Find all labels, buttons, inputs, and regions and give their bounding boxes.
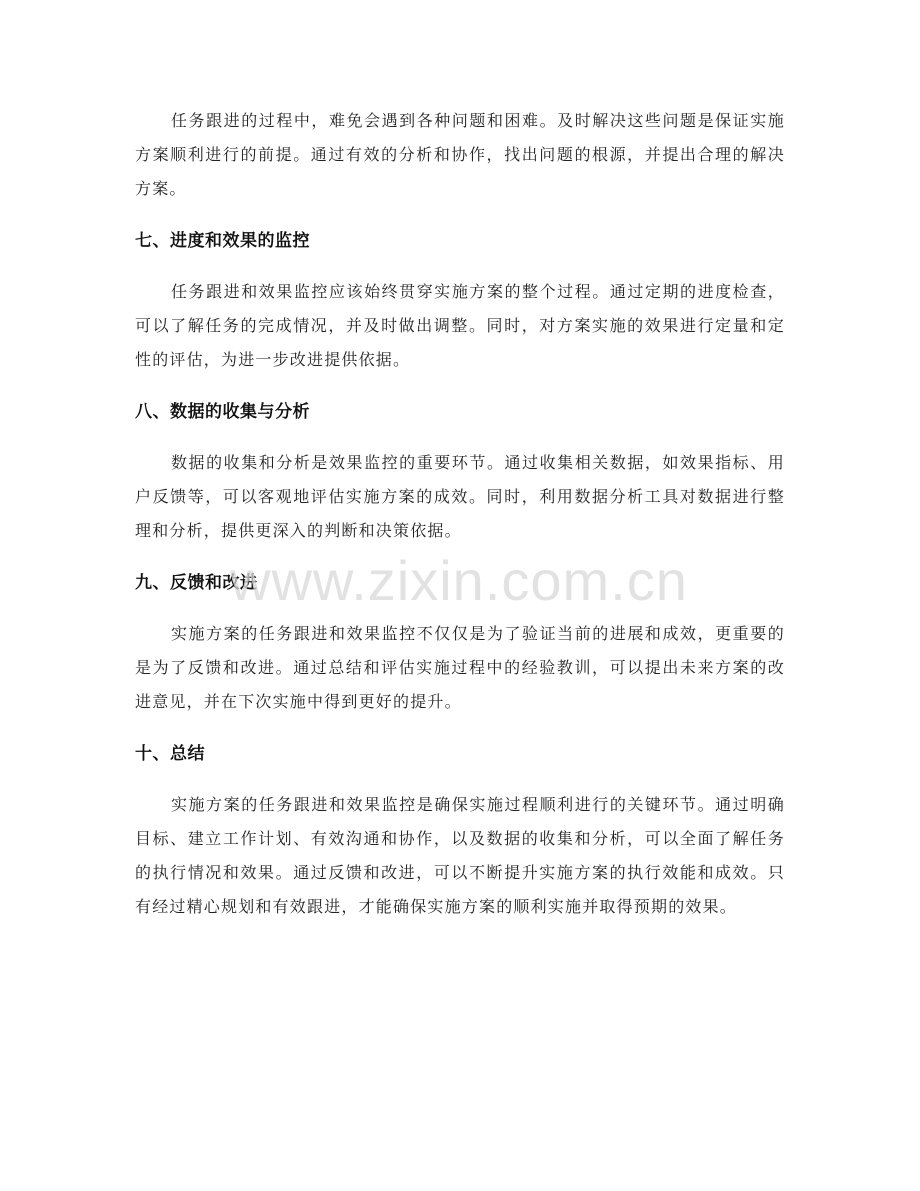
document-body [135, 104, 785, 924]
section-body-summary: 实施方案的任务跟进和效果监控是确保实施过程顺利进行的关键环节。通过明确目标、建立工作计划、有效沟通和协作，以及数据的收集和分析，可以全面了解任务的执行情况和效果。通过反馈和改进，可以不断提升实施方案的执行效能和成效。只有经过精心规划和有效跟进，才能确保实施方案的顺利实施并取得预期的效果。 [135, 795, 785, 916]
section-body-progress-monitoring: 任务跟进和效果监控应该始终贯穿实施方案的整个过程。通过定期的进度检查，可以了解任务的完成情况，并及时做出调整。同时，对方案实施的效果进行定量和定性的评估，为进一步改进提供依据。 [135, 282, 785, 369]
watermark-text: www.zixin.com.cn [230, 549, 688, 612]
section-heading-data-analysis: 八、数据的收集与分析 [135, 402, 310, 422]
section-heading-summary: 十、总结 [135, 744, 205, 764]
section-body-feedback-improvement: 实施方案的任务跟进和效果监控不仅仅是为了验证当前的进展和成效，更重要的是为了反馈和改进。通过总结和评估实施过程中的经验教训，可以提出未来方案的改进意见，并在下次实施中得到更好的提升。 [135, 624, 785, 711]
section-heading-progress-monitoring: 七、进度和效果的监控 [135, 231, 310, 251]
section-heading-feedback-improvement: 九、反馈和改进 [135, 573, 258, 593]
intro-paragraph: 任务跟进的过程中，难免会遇到各种问题和困难。及时解决这些问题是保证实施方案顺利进行的前提。通过有效的分析和协作，找出问题的根源，并提出合理的解决方案。 [135, 111, 785, 198]
section-body-data-analysis: 数据的收集和分析是效果监控的重要环节。通过收集相关数据，如效果指标、用户反馈等，可以客观地评估实施方案的成效。同时，利用数据分析工具对数据进行整理和分析，提供更深入的判断和决策依据。 [135, 453, 785, 540]
